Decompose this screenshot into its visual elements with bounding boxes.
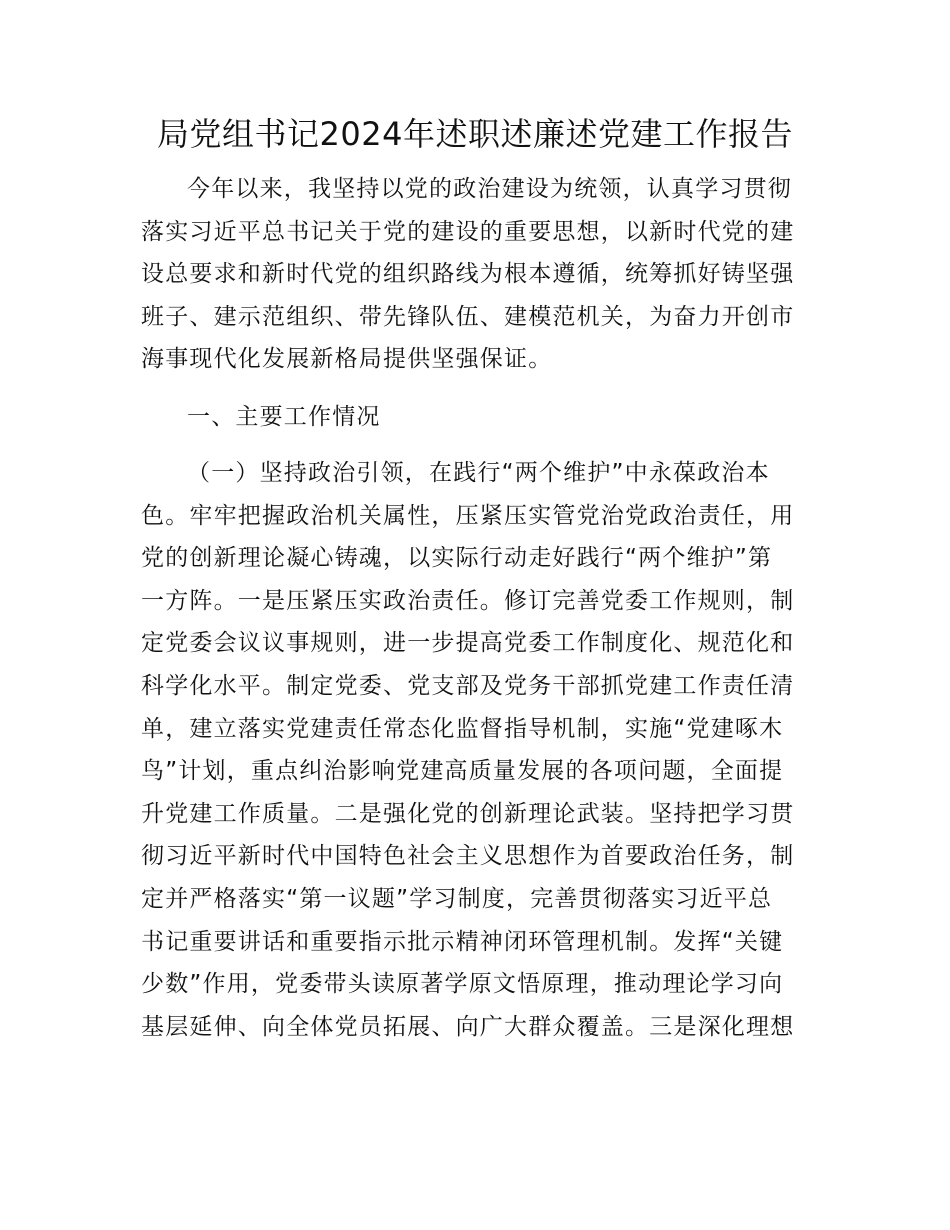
intro-paragraph	[141, 168, 821, 381]
text-line: 定并严格落实“第一议题”学习制度，完善贯彻落实习近平总	[141, 885, 773, 912]
text-line: （一）坚持政治引领，在践行“两个维护”中永葆政治本	[187, 460, 770, 486]
text-line: 定党委会议议事规则，进一步提高党委工作制度化、规范化和	[141, 630, 795, 657]
text-line: 落实习近平总书记关于党的建设的重要思想，以新时代党的建	[141, 218, 795, 245]
text-line: 一方阵。一是压紧压实政治责任。修订完善党委工作规则，制	[141, 587, 795, 614]
text-line: 单，建立落实党建责任常态化监督指导机制，实施“党建啄木	[141, 715, 784, 742]
text-line: 党的创新理论凝心铸魂，以实际行动走好践行“两个维护”第	[141, 545, 773, 572]
section-heading-block	[141, 396, 821, 439]
text-line: 鸟”计划，重点纠治影响党建高质量发展的各项问题，全面提	[141, 758, 784, 785]
text-line: 科学化水平。制定党委、党支部及党务干部抓党建工作责任清	[141, 672, 795, 699]
body-paragraph	[141, 452, 821, 1048]
text-line: 班子、建示范组织、带先锋队伍、建模范机关，为奋力开创市	[141, 303, 795, 330]
text-line: 升党建工作质量。二是强化党的创新理论武装。坚持把学习贯	[141, 800, 795, 827]
text-line: 基层延伸、向全体党员拓展、向广大群众覆盖。三是深化理想	[141, 1013, 795, 1040]
text-line: 书记重要讲话和重要指示批示精神闭环管理机制。发挥“关键	[141, 928, 784, 955]
text-line: 色。牢牢把握政治机关属性，压紧压实管党治党政治责任，用	[141, 502, 795, 529]
text-line: 少数”作用，党委带头读原著学原文悟原理，推动理论学习向	[141, 971, 784, 998]
text-line: 设总要求和新时代党的组织路线为根本遵循，统筹抓好铸坚强	[141, 261, 795, 288]
text-line: 彻习近平新时代中国特色社会主义思想作为首要政治任务，制	[141, 843, 795, 870]
document-title: 局党组书记2024年述职述廉述党建工作报告	[157, 115, 793, 153]
section-heading: 一、主要工作情况	[187, 404, 381, 430]
text-line: 今年以来，我坚持以党的政治建设为统领，认真学习贯彻	[187, 176, 792, 202]
text-line: 海事现代化发展新格局提供坚强保证。	[141, 346, 553, 373]
